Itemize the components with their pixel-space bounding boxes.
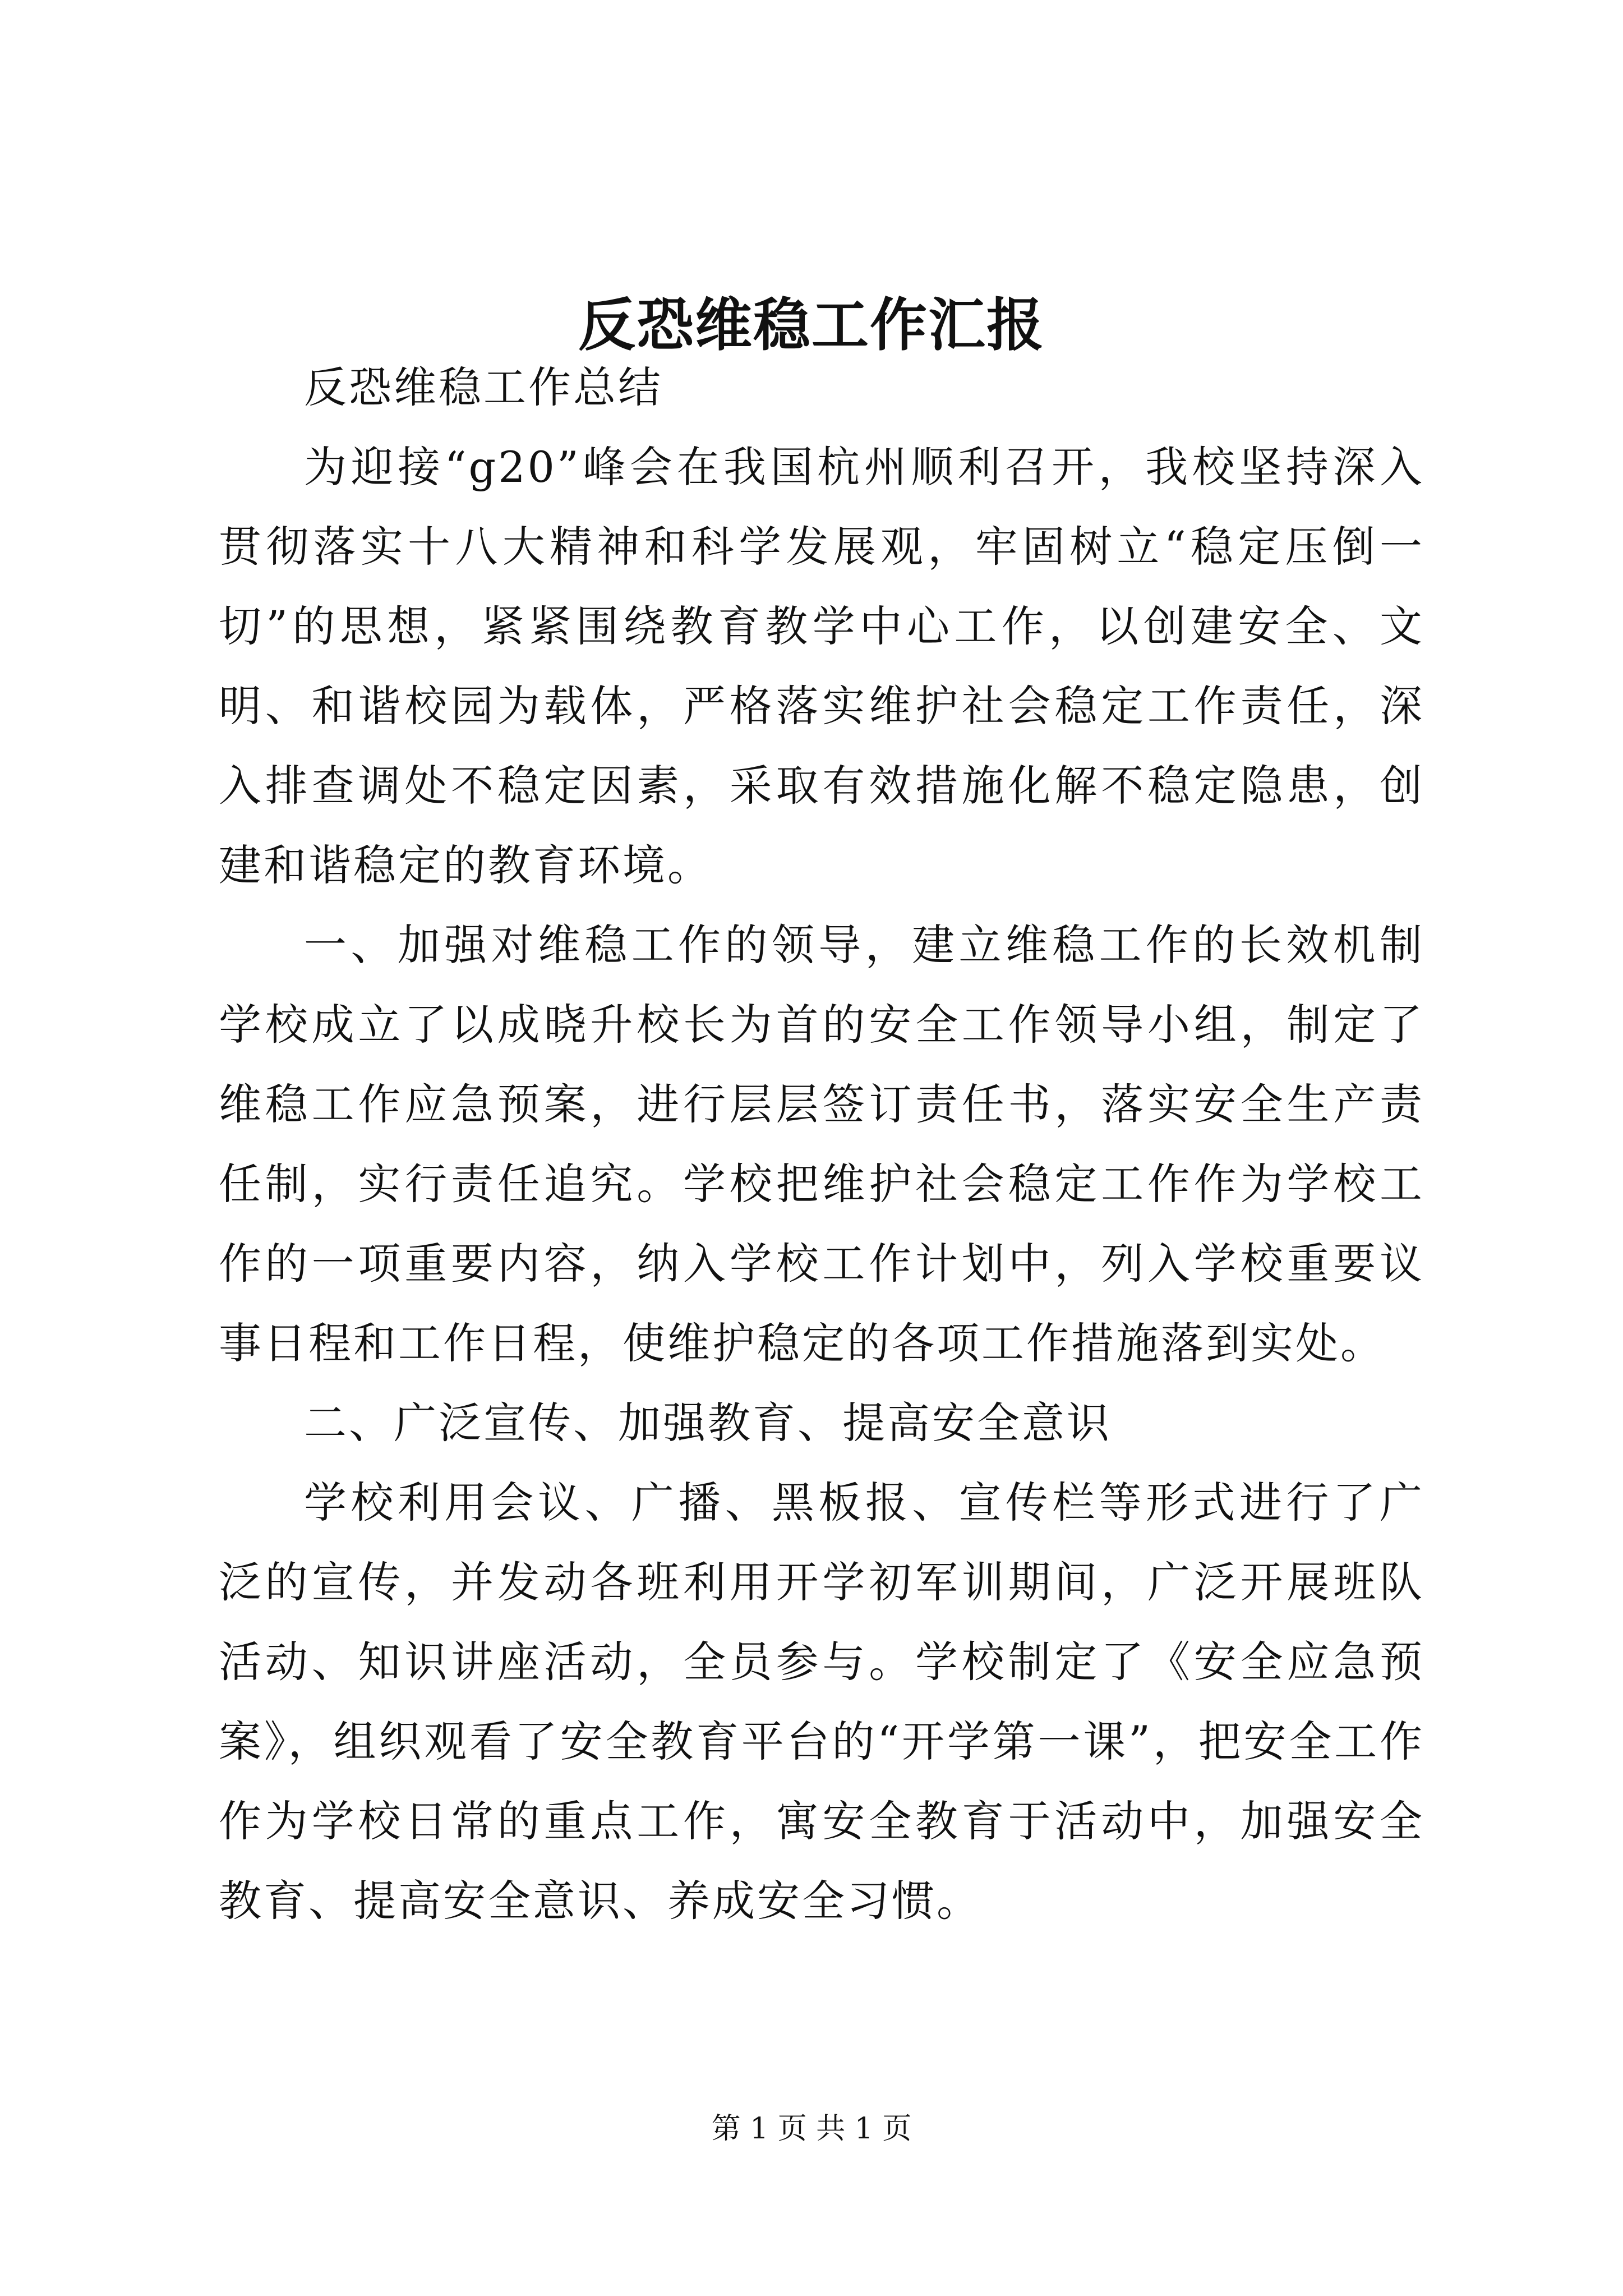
page-number-footer: 第 1 页 共 1 页 <box>711 2112 912 2146</box>
paragraph-section-two-heading: 二、广泛宣传、加强教育、提高安全意识 <box>304 1398 1112 1448</box>
document-title: 反恐维稳工作汇报 <box>578 292 1045 359</box>
paragraph-section-one: 一、加强对维稳工作的领导，建立维稳工作的长效机制学校成立了以成晓升校长为首的安全工作领导小组，制定了维稳工作应急预案，进行层层签订责任书，落实安全生产责任制，实行责任追究。学校把维护社会稳定工作作为学校工作的一项重要内容，纳入学校工作计划中，列入学校重要议事日程和工作日程，使维护稳定的各项工作措施落到实处。 <box>219 920 1424 1368</box>
paragraph-subtitle: 反恐维稳工作总结 <box>304 362 663 412</box>
paragraph-intro: 为迎接“g20”峰会在我国杭州顺利召开，我校坚持深入贯彻落实十八大精神和科学发展观，牢固树立“稳定压倒一切”的思想，紧紧围绕教育教学中心工作，以创建安全、文明、和谐校园为载体，严格落实维护社会稳定工作责任，深入排查调处不稳定因素，采取有效措施化解不稳定隐患，创建和谐稳定的教育环境。 <box>219 442 1424 890</box>
paragraph-section-two-body: 学校利用会议、广播、黑板报、宣传栏等形式进行了广泛的宣传，并发动各班利用开学初军训期间，广泛开展班队活动、知识讲座活动，全员参与。学校制定了《安全应急预案》，组织观看了安全教育平台的“开学第一课”，把安全工作作为学校日常的重点工作，寓安全教育于活动中，加强安全教育、提高安全意识、养成安全习惯。 <box>219 1478 1424 1926</box>
document-body <box>219 348 1424 1941</box>
